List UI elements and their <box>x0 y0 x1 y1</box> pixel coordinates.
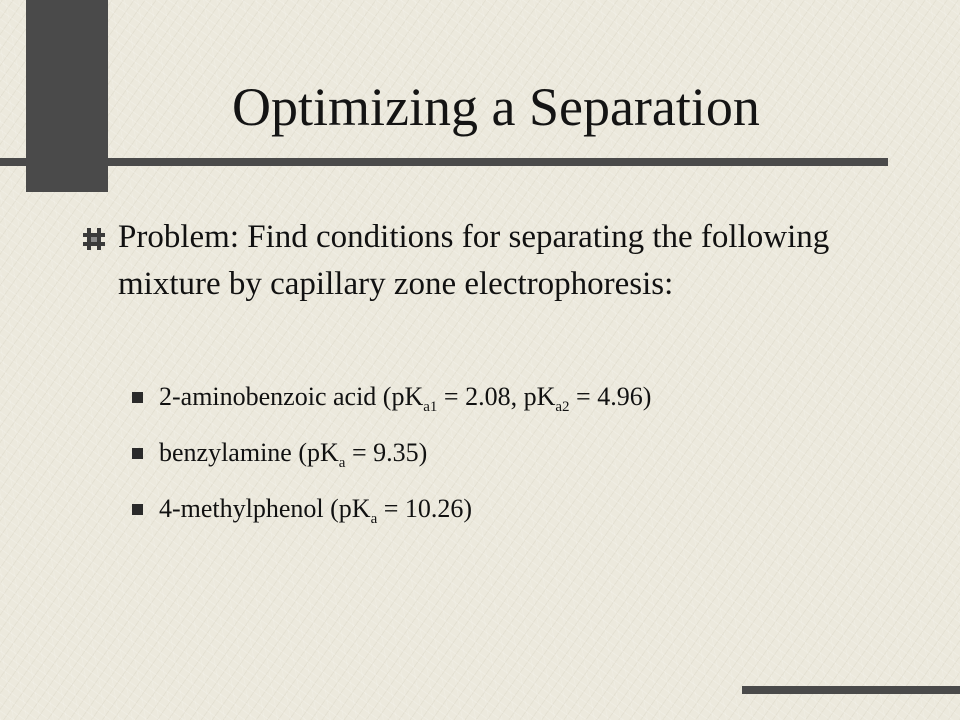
sub-bullet-text: benzylamine $(pK_a = 9.35)$ <box>159 438 428 472</box>
sub-bullet-text: 2-aminobenzoic acid ($pK_{a1} = 2.08$, $pK_{a2} = 4.96$) <box>159 382 652 416</box>
sub-bullet-item <box>132 376 651 432</box>
footer-divider-line <box>742 686 960 694</box>
square-bullet-icon <box>132 448 143 459</box>
main-bullet-text: Problem: Find conditions for separating the following mixture by capillary zone electrophoresis: <box>118 219 830 302</box>
hash-bullet-icon <box>82 226 106 252</box>
title-divider-line <box>0 158 888 166</box>
sub-bullet-item <box>132 432 651 488</box>
slide-title: Optimizing a Separation <box>232 77 760 137</box>
square-bullet-icon <box>132 392 143 403</box>
sub-bullet-list <box>132 376 651 544</box>
square-bullet-icon <box>132 504 143 515</box>
sub-bullet-text: 4-methylphenol $(pK_a = 10.26)$ <box>159 494 473 528</box>
sub-bullet-item <box>132 488 651 544</box>
